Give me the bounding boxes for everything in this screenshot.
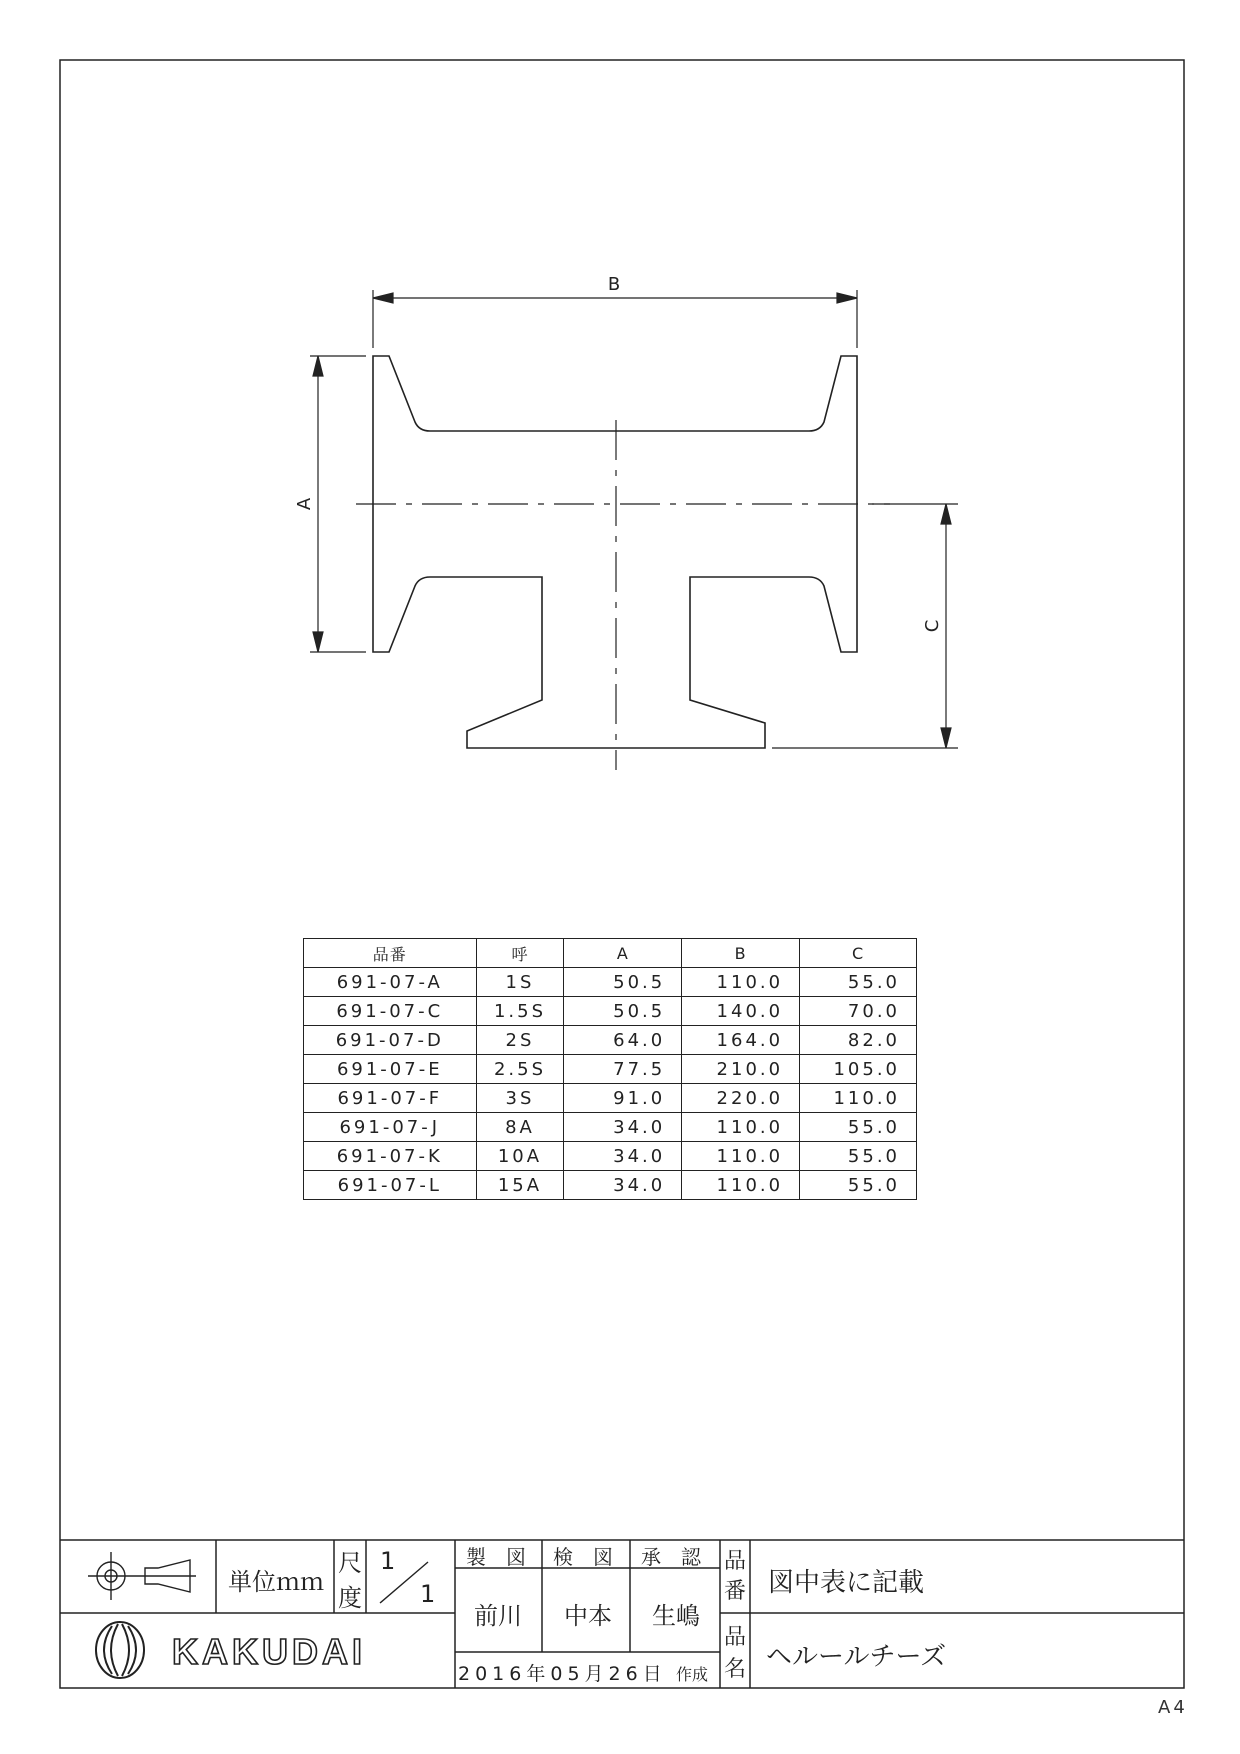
cell-b: 110.0 <box>682 1113 800 1142</box>
cell-b: 110.0 <box>682 1142 800 1171</box>
cell-part-no: 691-07-J <box>304 1113 477 1142</box>
part-no-value: 図中表に記載 <box>768 1568 925 1598</box>
part-no-label-bottom: 番 <box>724 1579 747 1604</box>
cell-part-no: 691-07-E <box>304 1055 477 1084</box>
cell-a: 64.0 <box>564 1026 682 1055</box>
header-a: A <box>564 939 682 968</box>
sheet-size-label: A4 <box>1158 1697 1188 1718</box>
cell-size: 3S <box>476 1084 564 1113</box>
cell-b: 210.0 <box>682 1055 800 1084</box>
scale-label-bottom: 度 <box>338 1584 362 1612</box>
cell-c: 70.0 <box>800 997 917 1026</box>
header-size: 呼 <box>476 939 564 968</box>
table-row <box>304 968 917 997</box>
company-wordmark: KAKUDAI <box>172 1631 366 1672</box>
kakudai-logo-icon <box>96 1622 144 1678</box>
left-flange-outline <box>373 356 857 748</box>
table-header-row <box>304 939 917 968</box>
cell-a: 91.0 <box>564 1084 682 1113</box>
scale-numerator: 1 <box>380 1547 396 1575</box>
projection-symbol-icon <box>88 1552 196 1600</box>
cell-c: 55.0 <box>800 968 917 997</box>
cell-b: 110.0 <box>682 968 800 997</box>
cell-c: 55.0 <box>800 1142 917 1171</box>
unit-label: 単位ｍｍ <box>228 1568 324 1596</box>
dimension-label-b: B <box>607 274 621 295</box>
cell-b: 164.0 <box>682 1026 800 1055</box>
cell-b: 110.0 <box>682 1171 800 1200</box>
scale-label-top: 尺 <box>338 1549 362 1577</box>
cell-a: 34.0 <box>564 1113 682 1142</box>
created-date: 2016年05月26日 <box>458 1663 667 1685</box>
cell-a: 34.0 <box>564 1142 682 1171</box>
table-row <box>304 1084 917 1113</box>
dimension-label-a: A <box>294 497 315 511</box>
created-label: 作成 <box>676 1665 709 1684</box>
cell-c: 110.0 <box>800 1084 917 1113</box>
header-c: C <box>800 939 917 968</box>
cell-size: 15A <box>476 1171 564 1200</box>
role-checked-label: 検 図 <box>553 1545 613 1569</box>
header-part-no: 品番 <box>304 939 477 968</box>
ferrule-tee-drawing <box>373 356 857 748</box>
center-lines <box>356 420 890 770</box>
dimension-label-c: C <box>922 619 943 633</box>
table-row <box>304 1142 917 1171</box>
part-name-label-bottom: 名 <box>724 1657 747 1682</box>
part-no-label-top: 品 <box>724 1549 747 1574</box>
part-name-value: ヘルールチーズ <box>766 1642 947 1672</box>
cell-b: 140.0 <box>682 997 800 1026</box>
cell-c: 82.0 <box>800 1026 917 1055</box>
cell-size: 1.5S <box>476 997 564 1026</box>
name-checked: 中本 <box>564 1602 612 1630</box>
header-b: B <box>682 939 800 968</box>
role-drawn-label: 製 図 <box>466 1545 526 1569</box>
name-drawn: 前川 <box>474 1602 522 1630</box>
cell-part-no: 691-07-K <box>304 1142 477 1171</box>
scale-denominator: 1 <box>420 1580 436 1608</box>
cell-part-no: 691-07-F <box>304 1084 477 1113</box>
cell-size: 2S <box>476 1026 564 1055</box>
spec-table <box>303 938 917 1200</box>
role-approved-label: 承 認 <box>641 1545 701 1569</box>
cell-part-no: 691-07-D <box>304 1026 477 1055</box>
cell-a: 77.5 <box>564 1055 682 1084</box>
table-row <box>304 997 917 1026</box>
cell-a: 34.0 <box>564 1171 682 1200</box>
cell-part-no: 691-07-A <box>304 968 477 997</box>
cell-size: 1S <box>476 968 564 997</box>
table-row <box>304 1171 917 1200</box>
name-approved: 生嶋 <box>652 1602 700 1630</box>
table-row <box>304 1026 917 1055</box>
cell-a: 50.5 <box>564 968 682 997</box>
cell-c: 55.0 <box>800 1171 917 1200</box>
cell-part-no: 691-07-L <box>304 1171 477 1200</box>
table-row <box>304 1055 917 1084</box>
cell-a: 50.5 <box>564 997 682 1026</box>
dimension-b <box>373 290 857 348</box>
cell-b: 220.0 <box>682 1084 800 1113</box>
sheet-border <box>60 60 1184 1688</box>
table-row <box>304 1113 917 1142</box>
cell-size: 2.5S <box>476 1055 564 1084</box>
cell-c: 105.0 <box>800 1055 917 1084</box>
cell-size: 10A <box>476 1142 564 1171</box>
part-name-label-top: 品 <box>724 1625 747 1650</box>
cell-size: 8A <box>476 1113 564 1142</box>
cell-c: 55.0 <box>800 1113 917 1142</box>
cell-part-no: 691-07-C <box>304 997 477 1026</box>
